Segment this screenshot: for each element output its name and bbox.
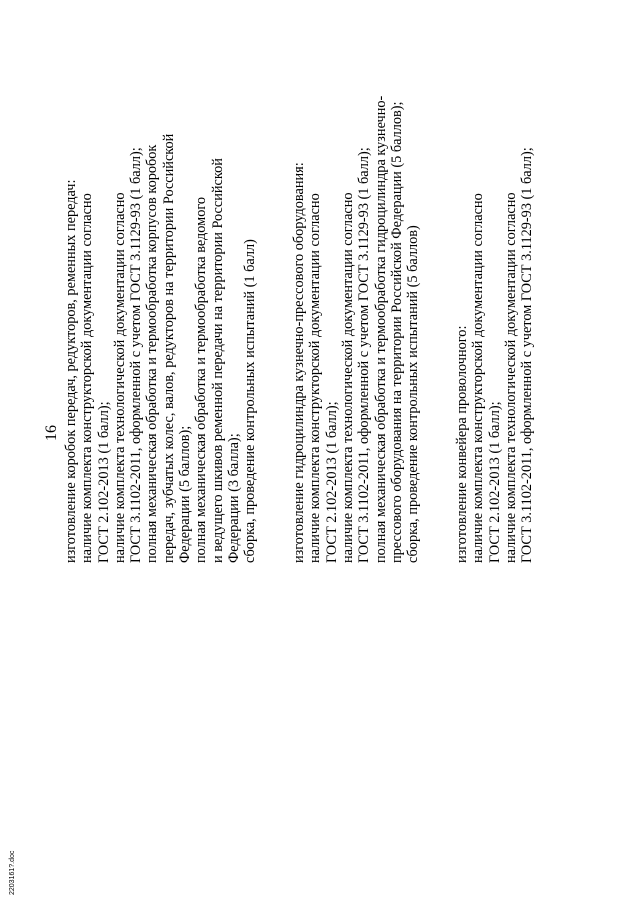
document-body [63, 53, 536, 563]
page-number-text: 16 [43, 425, 60, 441]
page-number [43, 418, 61, 563]
text-line: наличие комплекта конструкторской документации согласно [470, 193, 487, 563]
text-line: сборка, проведение контрольных испытаний (1 балл) [242, 239, 259, 563]
paragraph-gap [259, 53, 275, 563]
text-line: Федерации (5 баллов); [177, 425, 194, 563]
text-line: ГОСТ 3.1102-2011, оформленной с учетом ГОСТ 3.1129-93 (1 балл); [519, 147, 536, 563]
section-gearboxes [63, 53, 259, 563]
text-line: передач, зубчатых колес, валов, редукторов на территории Российской [160, 133, 177, 563]
section-hydraulic-cylinder [291, 53, 421, 563]
text-line: наличие комплекта технологической документации согласно [111, 192, 128, 563]
text-line: ГОСТ 2.102-2013 (1 балл); [323, 401, 340, 563]
text-line: наличие комплекта конструкторской документации согласно [307, 193, 324, 563]
paragraph-gap [438, 53, 454, 563]
text-line: ГОСТ 3.1102-2011, оформленной с учетом ГОСТ 3.1129-93 (1 балл); [128, 147, 145, 563]
text-line: и ведущего шкивов ременной передачи на территории Российской [209, 158, 226, 563]
text-line: ГОСТ 2.102-2013 (1 балл); [486, 401, 503, 563]
text-line: наличие комплекта технологической документации согласно [340, 192, 357, 563]
footer-filename: 2203161?.doc [9, 850, 16, 895]
text-line: изготовление коробок передач, редукторов, ременных передач: [63, 179, 79, 563]
text-line: наличие комплекта технологической документации согласно [503, 192, 520, 563]
text-line: сборка, проведение контрольных испытаний (5 баллов) [405, 225, 422, 563]
text-line: изготовление конвейера проволочного: [454, 325, 471, 563]
paragraph-gap [275, 53, 291, 563]
text-line: ГОСТ 3.1102-2011, оформленной с учетом ГОСТ 3.1129-93 (1 балл); [356, 147, 373, 563]
text-line: ГОСТ 2.102-2013 (1 балл); [95, 401, 112, 563]
text-line: наличие комплекта конструкторской документации согласно [79, 193, 96, 563]
text-line: полная механическая обработка и термообработка гидроцилиндра кузнечно- [372, 95, 389, 563]
text-line: прессового оборудования на территории Российской Федерации (5 баллов); [388, 101, 405, 563]
section-wire-conveyor [454, 53, 535, 563]
text-line: полная механическая обработка и термообработка ведомого [193, 196, 210, 563]
text-line: полная механическая обработка и термообработка корпусов коробок [144, 144, 161, 563]
text-line: изготовление гидроцилиндра кузнечно-прессового оборудования: [291, 162, 308, 563]
paragraph-gap [422, 53, 438, 563]
text-line: Федерации (3 балла); [225, 433, 242, 563]
